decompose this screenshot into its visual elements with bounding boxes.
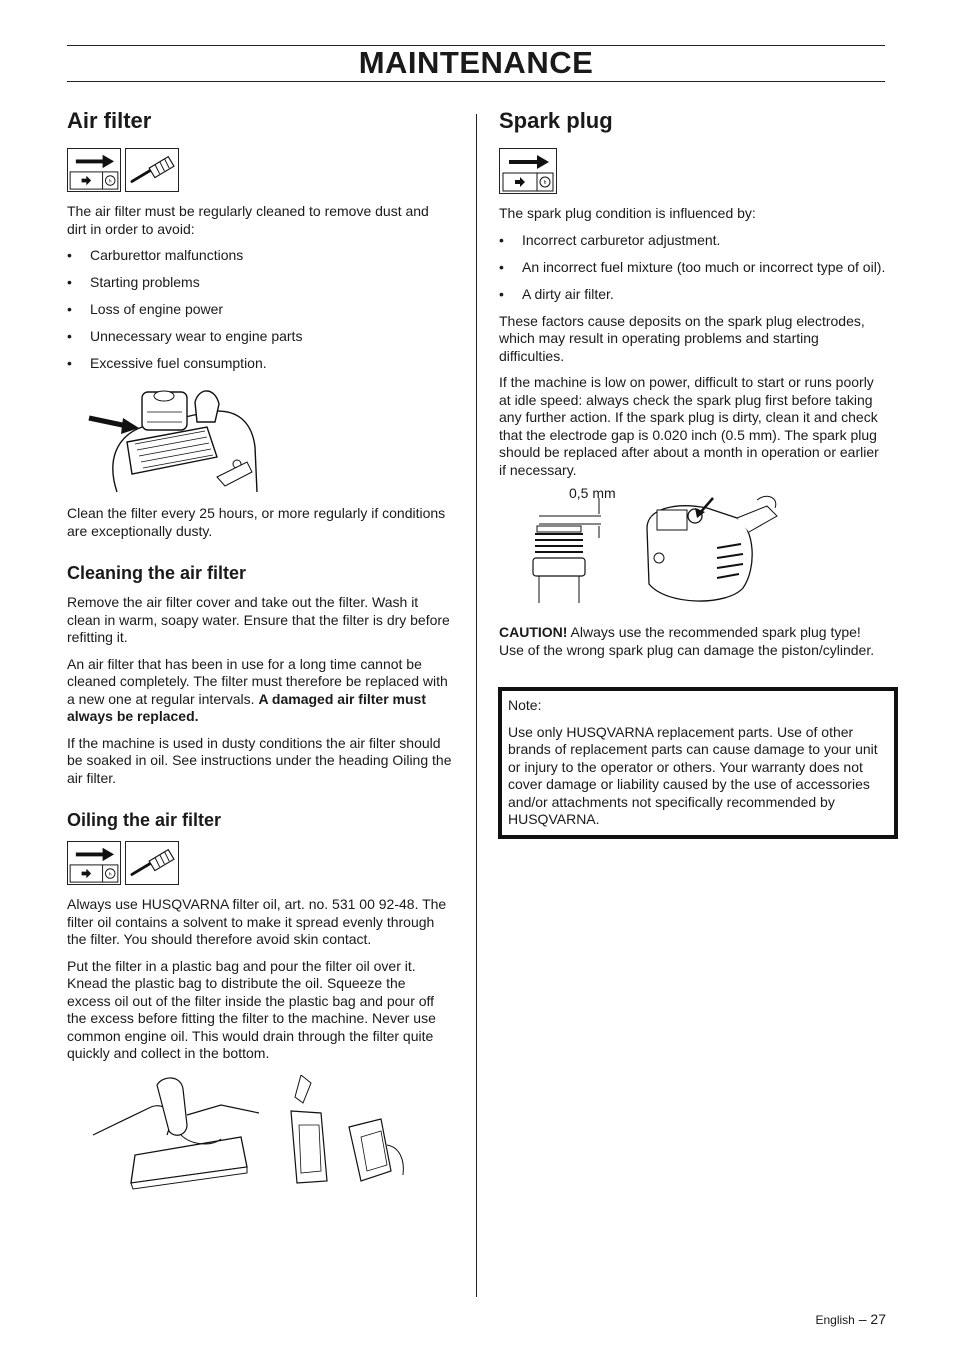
spark-plug-figure bbox=[517, 485, 807, 608]
interval-arrow-icon bbox=[67, 841, 121, 885]
caution-text bbox=[499, 624, 887, 659]
cleaning-p2-bold: A damaged air filter must always be replaced. bbox=[67, 690, 426, 724]
interval-arrow-icon bbox=[499, 148, 557, 194]
left-column bbox=[67, 108, 452, 1195]
svg-text:h: h bbox=[108, 179, 112, 185]
clean-interval-text: Clean the filter every 25 hours, or more regularly if conditions are exceptionally dusty. bbox=[67, 505, 446, 539]
oiling-icons bbox=[67, 841, 452, 885]
interval-arrow-icon bbox=[67, 148, 121, 192]
cleaning-p2-text: An air filter that has been in use for a long time cannot be cleaned completely. The filter must therefore be replaced with a new one at regular intervals. bbox=[67, 655, 448, 707]
gap-label: 0,5 mm bbox=[569, 485, 616, 501]
spark-plug-p2: If the machine is low on power, difficult to start or runs poorly at idle speed: always check the spark plug first before taking any further action. If the spark plug is dirty, clean it and check that the electrode gap is 0.020 inch (0.5 mm). The spark plug should be replaced after about a month in operation or earlier if necessary. bbox=[499, 374, 879, 478]
header-rule-bottom bbox=[67, 81, 885, 82]
air-filter-intro: The air filter must be regularly cleaned to remove dust and dirt in order to avoid: bbox=[67, 203, 429, 237]
note-text: Use only HUSQVARNA replacement parts. Use of other brands of replacement parts can cause damage to your unit or injury to the operator or others. Your warranty does not cover damage or liability caused by the use of accessories and/or attachments not specifically recommended by HUSQVARNA. bbox=[508, 723, 878, 827]
spark-plug-bullets bbox=[499, 232, 887, 304]
caution-body: Always use the recommended spark plug type! Use of the wrong spark plug can damage the piston/cylinder. bbox=[499, 624, 875, 658]
spark-plug-heading: Spark plug bbox=[499, 108, 613, 133]
page-number: 27 bbox=[870, 1311, 886, 1327]
caution-label: CAUTION! bbox=[499, 624, 568, 640]
list-item: • An incorrect fuel mixture (too much or incorrect type of oil). bbox=[499, 259, 887, 277]
spark-plug-p1: These factors cause deposits on the spark plug electrodes, which may result in operating problems and starting difficulties. bbox=[499, 312, 865, 364]
right-column bbox=[499, 108, 887, 839]
spark-plug-icons bbox=[499, 148, 887, 194]
brush-icon bbox=[125, 148, 179, 192]
list-item: • Starting problems bbox=[67, 274, 452, 292]
air-filter-icons bbox=[67, 148, 452, 192]
oiling-p1: Always use HUSQVARNA filter oil, art. no. 531 00 92-48. The filter oil contains a solvent to make it spread evenly through the filter. You should therefore avoid skin contact. bbox=[67, 896, 447, 947]
spark-plug-illustration bbox=[517, 488, 807, 608]
cleaning-p3: If the machine is used in dusty conditions the air filter should be soaked in oil. See instructions under the heading Oiling the air filter. bbox=[67, 734, 452, 786]
note-label: Note: bbox=[508, 697, 542, 713]
list-item: • Loss of engine power bbox=[67, 301, 452, 319]
list-item: • Unnecessary wear to engine parts bbox=[67, 328, 452, 346]
air-filter-illustration bbox=[87, 382, 287, 497]
oiling-heading: Oiling the air filter bbox=[67, 810, 222, 830]
svg-text:h: h bbox=[543, 180, 547, 186]
list-item: • Carburettor malfunctions bbox=[67, 247, 452, 265]
spark-plug-intro: The spark plug condition is influenced by: bbox=[499, 205, 756, 221]
page-title: MAINTENANCE bbox=[358, 45, 594, 80]
oiling-p2: Put the filter in a plastic bag and pour the filter oil over it. Knead the plastic bag to distribute the oil. Squeeze the excess oil out of the filter inside the plastic bag and pour off the excess before fitting the filter to the machine. Never use common engine oil. This would drain through the filter quite quickly and collect in the bottom. bbox=[67, 957, 436, 1061]
footer-separator: – bbox=[854, 1311, 871, 1327]
page-footer bbox=[815, 1311, 886, 1327]
svg-text:h: h bbox=[108, 872, 112, 878]
column-divider bbox=[476, 114, 477, 1297]
note-box bbox=[498, 687, 898, 839]
cleaning-p2 bbox=[67, 656, 452, 726]
cleaning-p1: Remove the air filter cover and take out the filter. Wash it clean in warm, soapy water. Ensure that the filter is dry before refitting it. bbox=[67, 594, 450, 645]
air-filter-heading: Air filter bbox=[67, 108, 152, 133]
footer-language: English bbox=[815, 1313, 855, 1327]
brush-icon bbox=[125, 841, 179, 885]
oiling-illustration bbox=[91, 1075, 431, 1195]
list-item: • Incorrect carburetor adjustment. bbox=[499, 232, 887, 250]
cleaning-heading: Cleaning the air filter bbox=[67, 563, 247, 583]
list-item: • A dirty air filter. bbox=[499, 286, 887, 304]
list-item: • Excessive fuel consumption. bbox=[67, 355, 452, 373]
air-filter-bullets bbox=[67, 247, 452, 373]
